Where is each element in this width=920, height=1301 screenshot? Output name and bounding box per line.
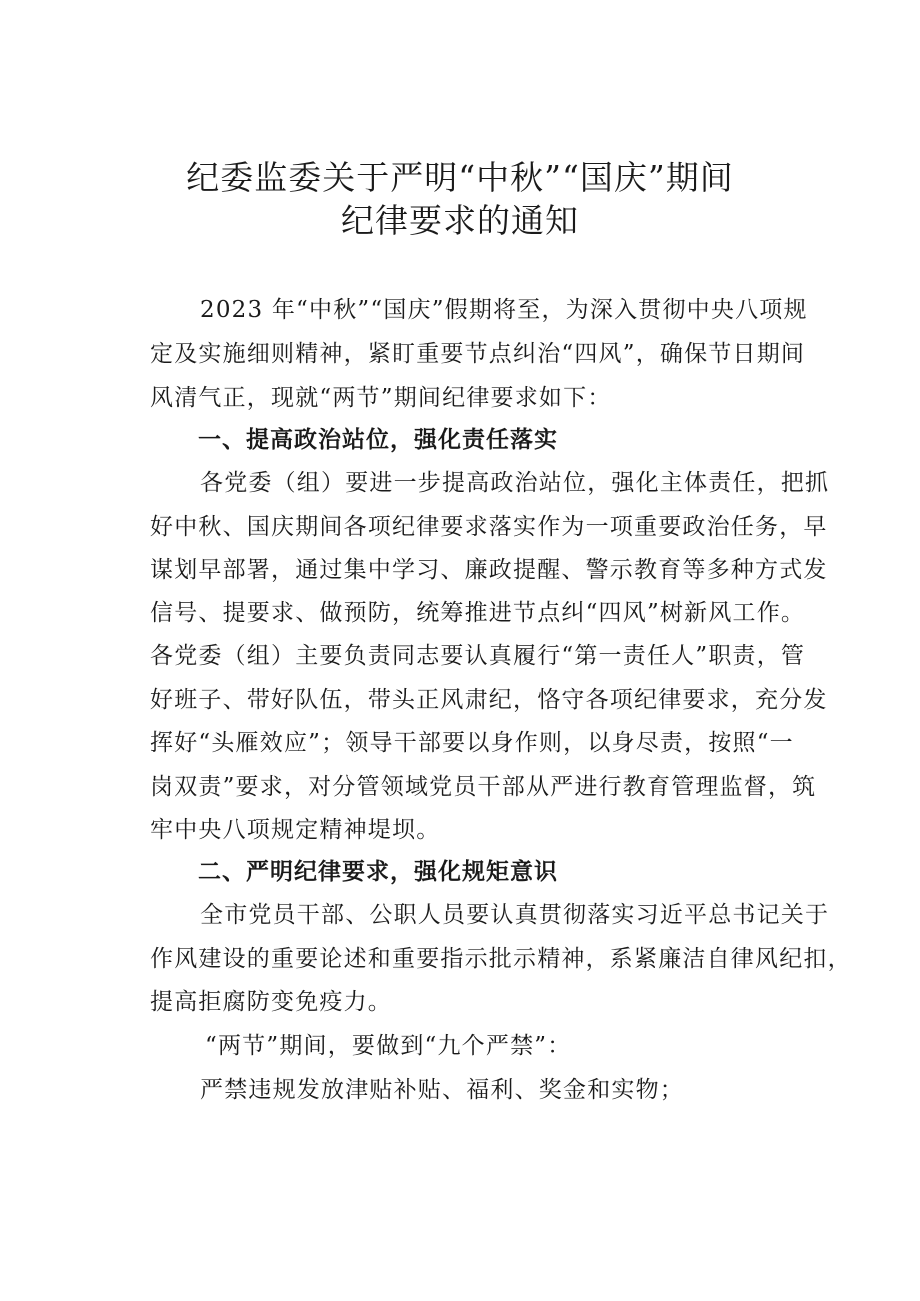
- section1-line-4: 信号、提要求、做预防，统筹推进节点纠“四风”树新风工作。: [150, 600, 806, 626]
- intro-line-2: 定及实施细则精神，紧盯重要节点纠治“四风”，确保节日期间: [150, 341, 806, 367]
- intro-line-3: 风清气正，现就“两节”期间纪律要求如下：: [150, 385, 612, 411]
- section1-line-8: 岗双责”要求，对分管领域党员干部从严进行教育管理监督，筑: [150, 774, 817, 800]
- section1-line-6: 好班子、带好队伍，带头正风肃纪，恪守各项纪律要求，充分发: [150, 687, 828, 713]
- document-title-line1: 纪委监委关于严明“中秋”“国庆”期间: [186, 158, 734, 197]
- section1-line-3: 谋划早部署，通过集中学习、廉政提醒、警示教育等多种方式发: [150, 557, 828, 583]
- section1-line-9: 牢中央八项规定精神堤坝。: [150, 817, 441, 843]
- document-title-line2: 纪律要求的通知: [341, 201, 579, 240]
- intro-line-1: 2023 年“中秋”“国庆”假期将至，为深入贯彻中央八项规: [200, 297, 808, 323]
- section1-line-5: 各党委（组）主要负责同志要认真履行“第一责任人”职责，管: [150, 643, 806, 669]
- section2-heading: 二、严明纪律要求，强化规矩意识: [198, 859, 558, 885]
- section2-line-2: 作风建设的重要论述和重要指示批示精神，系紧廉洁自律风纪扣，: [150, 946, 852, 972]
- section1-heading: 一、提高政治站位，强化责任落实: [198, 427, 558, 453]
- section2-line-3: 提高拒腐防变免疫力。: [150, 989, 392, 1015]
- section1-line-2: 好中秋、国庆期间各项纪律要求落实作为一项重要政治任务，早: [150, 514, 828, 540]
- ban-item-1: 严禁违规发放津贴补贴、福利、奖金和实物；: [200, 1077, 684, 1103]
- section1-line-7: 挥好“头雁效应”；领导干部要以身作则，以身尽责，按照“一: [150, 730, 794, 756]
- section1-line-1: 各党委（组）要进一步提高政治站位，强化主体责任，把抓: [200, 470, 830, 496]
- section2-line-1: 全市党员干部、公职人员要认真贯彻落实习近平总书记关于: [200, 902, 830, 928]
- nine-bans-intro: “两节”期间，要做到“九个严禁”：: [205, 1033, 572, 1059]
